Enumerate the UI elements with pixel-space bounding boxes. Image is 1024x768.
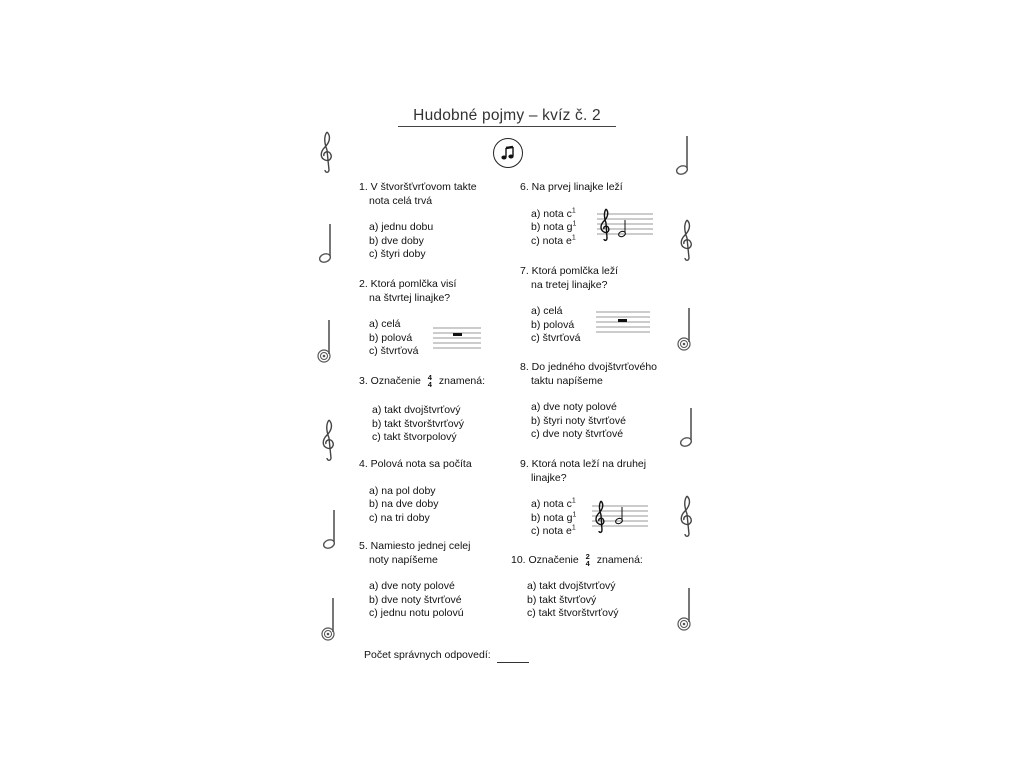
answer-c: c) takt štvorštvrťový — [527, 607, 619, 620]
question-text: 6. Na prvej linajke leží — [520, 181, 623, 193]
half-note-icon — [672, 134, 692, 183]
question-text: 9. Ktorá nota leží na druhej — [520, 458, 647, 470]
question-text: noty napíšeme — [369, 553, 438, 566]
answer-a: a) na pol doby — [369, 484, 436, 497]
question-4 — [359, 458, 472, 525]
treble-clef-icon — [316, 130, 338, 179]
spiral-note-icon — [674, 586, 696, 639]
staff-with-rest — [433, 327, 481, 354]
question-text: taktu napíšeme — [531, 374, 603, 387]
treble-clef-icon — [676, 494, 698, 543]
question-text: 2. Ktorá pomlčka visí — [359, 278, 457, 290]
treble-clef-icon — [676, 218, 698, 267]
score-row — [364, 649, 529, 663]
answer-b: b) štyri noty štvrťové — [531, 414, 626, 427]
score-blank — [497, 653, 529, 663]
half-note-icon — [676, 406, 696, 455]
answer-b: b) polová — [369, 331, 413, 344]
question-text: 7. Ktorá pomlčka leží — [520, 265, 619, 277]
score-label: Počet správnych odpovedí: — [364, 649, 491, 661]
spiral-note-icon — [674, 306, 696, 359]
answer-a: a) dve noty polové — [531, 401, 617, 413]
question-8 — [520, 361, 657, 442]
answer-a: a) nota $c^1$ — [531, 207, 576, 220]
half-note-icon — [320, 508, 340, 557]
answer-a: a) takt dvojštvrťový — [372, 404, 461, 417]
answer-a: a) celá — [531, 305, 563, 317]
answer-c: c) nota $e^1$ — [531, 234, 576, 247]
answer-c: c) dve noty štvrťové — [531, 428, 624, 440]
answer-b: b) takt štvrťový — [527, 593, 597, 606]
answer-b: b) polová — [531, 318, 575, 331]
question-text: na tretej linajke? — [531, 278, 608, 291]
answer-a: a) jednu dobu — [369, 221, 434, 233]
spiral-note-icon — [314, 318, 336, 371]
answer-a: a) takt dvojštvrťový — [527, 580, 616, 593]
question-3 — [359, 374, 485, 445]
staff-with-note — [597, 208, 653, 247]
question-text: 8. Do jedného dvojštvrťového — [520, 361, 658, 373]
answer-b: b) dve doby — [369, 234, 424, 247]
question-text: 3. Označenie — [359, 374, 421, 387]
answer-b: b) takt štvorštvrťový — [372, 417, 465, 430]
time-signature: 2 4 — [585, 552, 590, 568]
staff-with-rest — [596, 311, 650, 338]
answer-c: c) takt štvorpolový — [372, 431, 457, 444]
staff-with-note — [592, 500, 648, 539]
answer-c: c) štvrťová — [531, 332, 581, 344]
page-title: Hudobné pojmy – kvíz č. 2 — [398, 107, 616, 127]
answer-b: b) na dve doby — [369, 498, 439, 510]
question-text: 5. Namiesto jednej celej — [359, 540, 471, 552]
answer-b: b) nota $g^1$ — [531, 511, 577, 524]
question-1 — [359, 181, 477, 262]
half-note-icon — [318, 222, 338, 271]
question-text: 1. V štvoršťvrťovom takte — [359, 181, 477, 193]
answer-b: b) dve noty štvrťové — [369, 593, 462, 606]
answer-c: c) štvrťová — [369, 345, 419, 357]
question-10 — [511, 553, 643, 621]
question-text: 10. Označenie — [511, 553, 579, 566]
music-note-icon — [493, 138, 523, 168]
spiral-note-icon — [318, 596, 340, 649]
answer-c: c) na tri doby — [369, 511, 430, 524]
treble-clef-icon — [318, 418, 340, 467]
answer-c: c) štyri doby — [369, 248, 426, 260]
answer-c: c) nota $e^1$ — [531, 524, 576, 537]
question-5 — [359, 540, 470, 621]
answer-c: c) jednu notu polovú — [369, 607, 464, 619]
answer-b: b) nota $g^1$ — [531, 220, 577, 233]
question-text: linajke? — [531, 471, 567, 484]
question-text: na štvrtej linajke? — [369, 291, 451, 304]
question-text: znamená: — [438, 374, 486, 387]
question-text: 4. Polová nota sa počíta — [359, 458, 472, 470]
answer-a: a) dve noty polové — [369, 580, 455, 592]
question-text: nota celá trvá — [369, 194, 433, 207]
beamed-notes-icon — [494, 139, 522, 167]
time-signature: 4 4 — [427, 373, 432, 389]
question-text: znamená: — [596, 553, 643, 566]
answer-a: a) celá — [369, 318, 401, 330]
answer-a: a) nota $c^1$ — [531, 497, 576, 510]
